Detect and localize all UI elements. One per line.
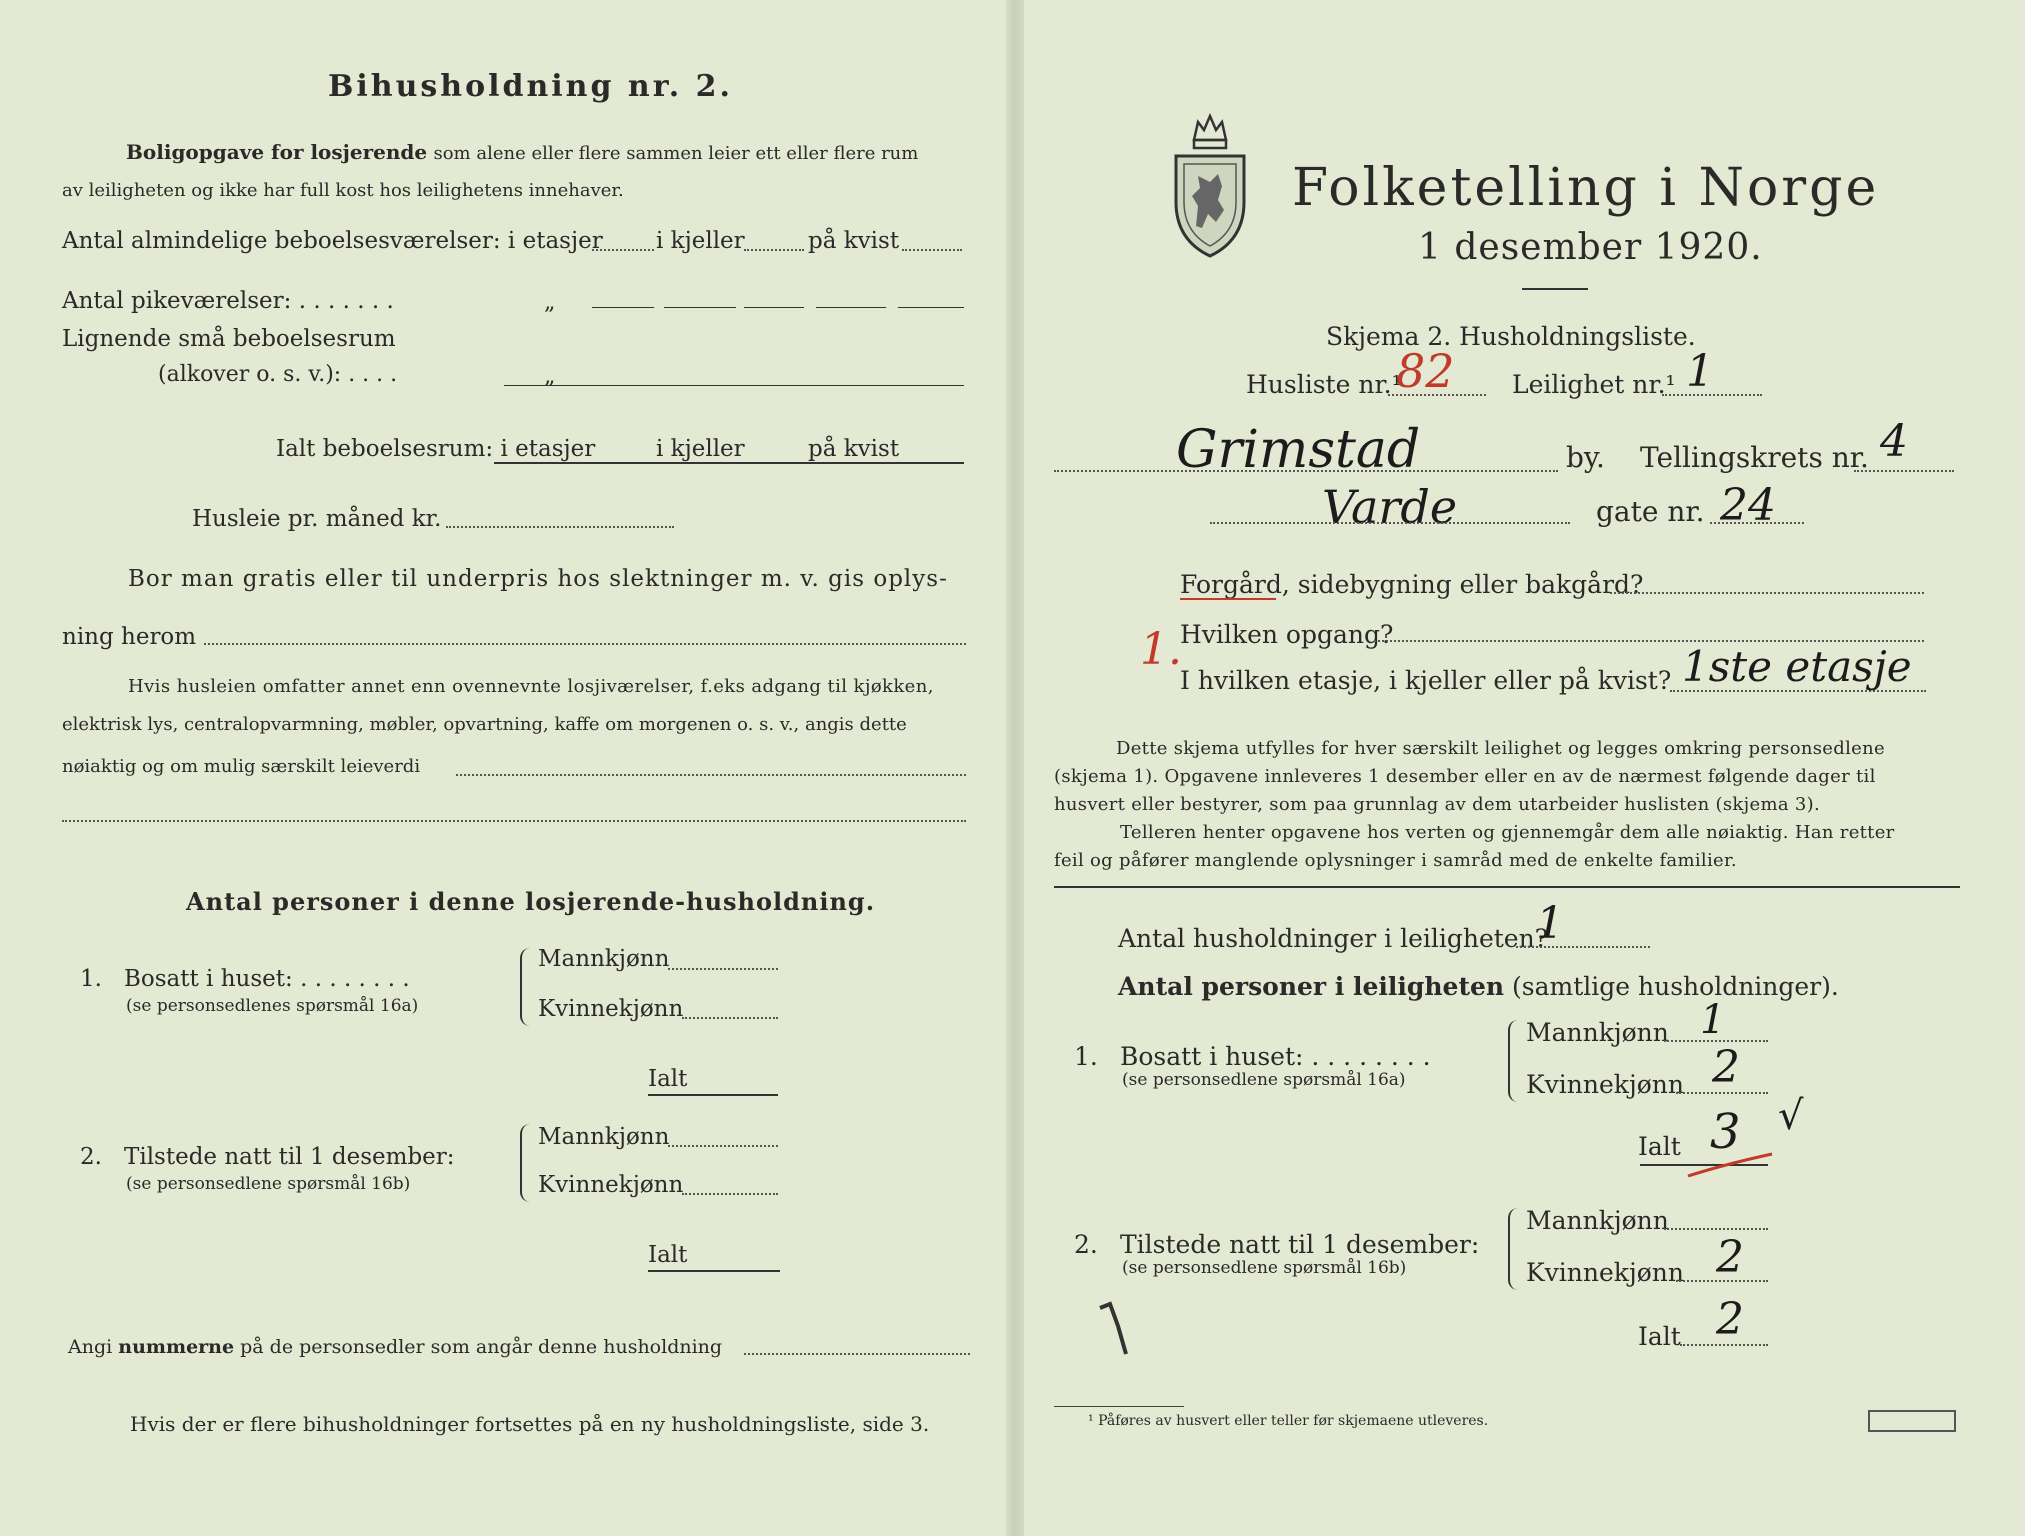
left-q1-kvinne-field[interactable] <box>682 1017 778 1019</box>
red-tick-mark <box>1686 1150 1776 1180</box>
right-q2-label: Tilstede natt til 1 desember: <box>1120 1230 1480 1259</box>
left-q2-sub: (se personsedlene spørsmål 16b) <box>126 1174 411 1194</box>
angi-rest: på de personsedler som angår denne husholdning <box>240 1336 723 1358</box>
alkover-label: (alkover o. s. v.): . . . . <box>158 362 398 387</box>
left-q2-mann-label: Mannkjønn <box>538 1124 670 1150</box>
note-line-2: elektrisk lys, centralopvarmning, møbler, opvartning, kaffe om morgenen o. s. v., angis dette <box>62 714 907 735</box>
right-date: 1 desember 1920. <box>1418 227 1763 268</box>
ialt-rooms-underline <box>494 462 964 464</box>
info-line-2: (skjema 1). Opgavene innleveres 1 desember eller en av de nærmest følgende dager til <box>1054 766 1876 787</box>
right-q1-mann-label: Mannkjønn <box>1526 1018 1669 1047</box>
right-q1-brace <box>1508 1020 1520 1102</box>
right-persons-heading <box>1118 974 1839 999</box>
schema-label: Skjema 2. Husholdningsliste. <box>1326 322 1696 351</box>
left-q1-mann-field[interactable] <box>668 968 778 970</box>
rooms-kvist-label: på kvist <box>808 228 900 254</box>
note-line-3: nøiaktig og om mulig særskilt leieverdi <box>62 756 421 777</box>
right-q1-num: 1. <box>1074 1042 1098 1071</box>
right-q2-ialt-value: 2 <box>1716 1294 1744 1345</box>
footnote-text: ¹ Påføres av husvert eller teller før skjemaene utleveres. <box>1088 1413 1489 1429</box>
gratis-line-1: Bor man gratis eller til underpris hos slektninger m. v. gis oplys- <box>128 566 948 592</box>
right-q2-kvinne-label: Kvinnekjønn <box>1526 1258 1684 1287</box>
left-q2-label: Tilstede natt til 1 desember: <box>124 1144 455 1170</box>
right-q1-kvinne-value: 2 <box>1712 1042 1740 1093</box>
title-divider <box>1522 288 1588 290</box>
info-divider <box>1054 886 1960 888</box>
right-q2-sub: (se personsedlene spørsmål 16b) <box>1122 1258 1407 1278</box>
hush-value: 1 <box>1536 898 1564 949</box>
left-q1-ialt-label: Ialt <box>648 1066 688 1092</box>
street-field[interactable] <box>1210 522 1570 524</box>
pike-label: Antal pikeværelser: . . . . . . . <box>62 288 394 314</box>
gratis-line-2: ning herom <box>62 624 197 650</box>
angi-text <box>68 1338 722 1357</box>
krets-value: 4 <box>1880 416 1908 467</box>
info-line-5: feil og påfører manglende oplysninger i samråd med de enkelte familier. <box>1054 850 1737 871</box>
left-q2-brace <box>520 1124 532 1202</box>
rooms-kjeller-label: i kjeller <box>656 228 745 254</box>
left-title: Bihusholdning nr. 2. <box>328 69 733 104</box>
forgard-red-underline <box>1180 598 1276 600</box>
left-q2-ialt-label: Ialt <box>648 1242 688 1268</box>
pike-kvist-field[interactable] <box>816 307 886 308</box>
leieverdi-field-2[interactable] <box>62 820 966 822</box>
right-title: Folketelling i Norge <box>1292 158 1880 218</box>
forgard-label: Forgård, sidebygning eller bakgård? <box>1180 570 1644 599</box>
printer-stamp-box <box>1868 1410 1956 1432</box>
right-q1-sub: (se personsedlene spørsmål 16a) <box>1122 1070 1406 1090</box>
intro-bold: Boligopgave for losjerende <box>126 140 428 164</box>
rooms-kjeller-field[interactable] <box>744 249 804 251</box>
intro-line-1 <box>126 142 918 163</box>
info-line-3: husvert eller bestyrer, som paa grunnlag av dem utarbeider huslisten (skjema 3). <box>1054 794 1820 815</box>
left-q2-kvinne-label: Kvinnekjønn <box>538 1172 684 1198</box>
leieverdi-field[interactable] <box>456 774 966 776</box>
husliste-value: 82 <box>1396 344 1455 398</box>
alkover-field[interactable] <box>504 385 964 386</box>
margin-mark: 1. <box>1140 624 1182 675</box>
forgard-field[interactable] <box>1610 592 1924 594</box>
left-q2-ialt-field[interactable] <box>648 1270 780 1272</box>
left-q2-kvinne-field[interactable] <box>682 1193 778 1195</box>
left-q2-num: 2. <box>80 1144 102 1170</box>
hush-label: Antal husholdninger i leiligheten? <box>1118 924 1549 953</box>
persons-bold: Antal personer i leiligheten <box>1118 972 1505 1001</box>
left-footer: Hvis der er flere bihusholdninger fortsettes på en ny husholdningsliste, side 3. <box>130 1412 930 1436</box>
gratis-field[interactable] <box>204 643 966 645</box>
right-q1-mann-value: 1 <box>1700 997 1726 1043</box>
left-q2-mann-field[interactable] <box>668 1145 778 1147</box>
pike-kjeller-field-2[interactable] <box>744 307 804 308</box>
leilighet-label: Leilighet nr.¹ <box>1512 370 1676 399</box>
angi-bold: nummerne <box>118 1336 235 1358</box>
by-label: by. <box>1566 441 1605 474</box>
rooms-kvist-field[interactable] <box>902 249 962 251</box>
right-q2-mann-field[interactable] <box>1664 1228 1768 1230</box>
gate-label: gate nr. <box>1596 495 1705 528</box>
angi-field[interactable] <box>744 1353 970 1355</box>
city-value: Grimstad <box>1176 420 1421 480</box>
pike-kjeller-field[interactable] <box>664 307 736 308</box>
etasje-label: I hvilken etasje, i kjeller eller på kvist? <box>1180 666 1672 695</box>
husleie-label: Husleie pr. måned kr. <box>192 506 442 532</box>
alkover-ditto: „ <box>544 364 556 389</box>
street-value: Varde <box>1322 480 1458 534</box>
ialt-kvist-label: på kvist <box>808 436 900 462</box>
check-mark: √ <box>1778 1093 1804 1139</box>
left-q1-sub: (se personsedlenes spørsmål 16a) <box>126 996 419 1016</box>
gate-value: 24 <box>1720 480 1776 531</box>
pike-kvist-field-2[interactable] <box>898 307 964 308</box>
left-q1-ialt-field[interactable] <box>648 1094 778 1096</box>
right-q1-kvinne-label: Kvinnekjønn <box>1526 1070 1684 1099</box>
leilighet-value: 1 <box>1686 346 1714 397</box>
page-fold <box>1006 0 1024 1536</box>
right-q1-ialt-label: Ialt <box>1638 1132 1681 1161</box>
ialt-rooms-label: Ialt beboelsesrum: i etasjer <box>276 436 596 462</box>
husleie-field[interactable] <box>446 526 674 528</box>
left-q1-mann-label: Mannkjønn <box>538 946 670 972</box>
rooms-etasjer-field[interactable] <box>592 249 654 251</box>
right-q2-brace <box>1508 1208 1520 1290</box>
right-q2-ialt-label: Ialt <box>1638 1322 1681 1351</box>
footnote-rule <box>1054 1406 1184 1407</box>
pike-etasjer-field[interactable] <box>592 307 654 308</box>
rooms-label: Antal almindelige beboelsesværelser: i etasjer <box>62 228 603 254</box>
coat-of-arms-icon <box>1168 110 1252 260</box>
right-q2-mann-label: Mannkjønn <box>1526 1206 1669 1235</box>
left-q1-brace <box>520 948 532 1026</box>
info-line-4: Telleren henter opgavene hos verten og gjennemgår dem alle nøiaktig. Han retter <box>1120 822 1895 843</box>
left-persons-heading: Antal personer i denne losjerende-husholdning. <box>186 887 876 916</box>
krets-label: Tellingskrets nr. <box>1640 441 1869 474</box>
right-q2-num: 2. <box>1074 1230 1098 1259</box>
angi-pre: Angi <box>68 1336 113 1358</box>
city-field[interactable] <box>1054 470 1558 472</box>
persons-rest: (samtlige husholdninger). <box>1512 972 1839 1001</box>
husliste-label: Husliste nr.¹ <box>1246 370 1402 399</box>
pike-ditto: „ <box>544 290 556 315</box>
intro-line-2: av leiligheten og ikke har full kost hos leilighetens innehaver. <box>62 180 624 201</box>
krets-field[interactable] <box>1854 470 1954 472</box>
left-q1-kvinne-label: Kvinnekjønn <box>538 996 684 1022</box>
opgang-label: Hvilken opgang? <box>1180 620 1394 649</box>
left-q1-num: 1. <box>80 966 102 992</box>
note-line-1: Hvis husleien omfatter annet enn ovennevnte losjiværelser, f.eks adgang til kjøkken, <box>128 676 934 697</box>
left-q1-label: Bosatt i huset: . . . . . . . . <box>124 966 410 992</box>
info-line-1: Dette skjema utfylles for hver særskilt leilighet og legges omkring personsedlene <box>1116 738 1885 759</box>
intro-rest: som alene eller flere sammen leier ett eller flere rum <box>433 143 919 164</box>
lignende-label: Lignende små beboelsesrum <box>62 326 396 352</box>
ialt-kjeller-label: i kjeller <box>656 436 745 462</box>
pencil-stroke-mark <box>1096 1300 1136 1360</box>
etasje-value: 1ste etasje <box>1682 642 1912 691</box>
right-q1-ialt-value: 3 <box>1710 1104 1741 1160</box>
right-q1-label: Bosatt i huset: . . . . . . . . <box>1120 1042 1431 1071</box>
right-q2-kvinne-value: 2 <box>1716 1232 1744 1283</box>
